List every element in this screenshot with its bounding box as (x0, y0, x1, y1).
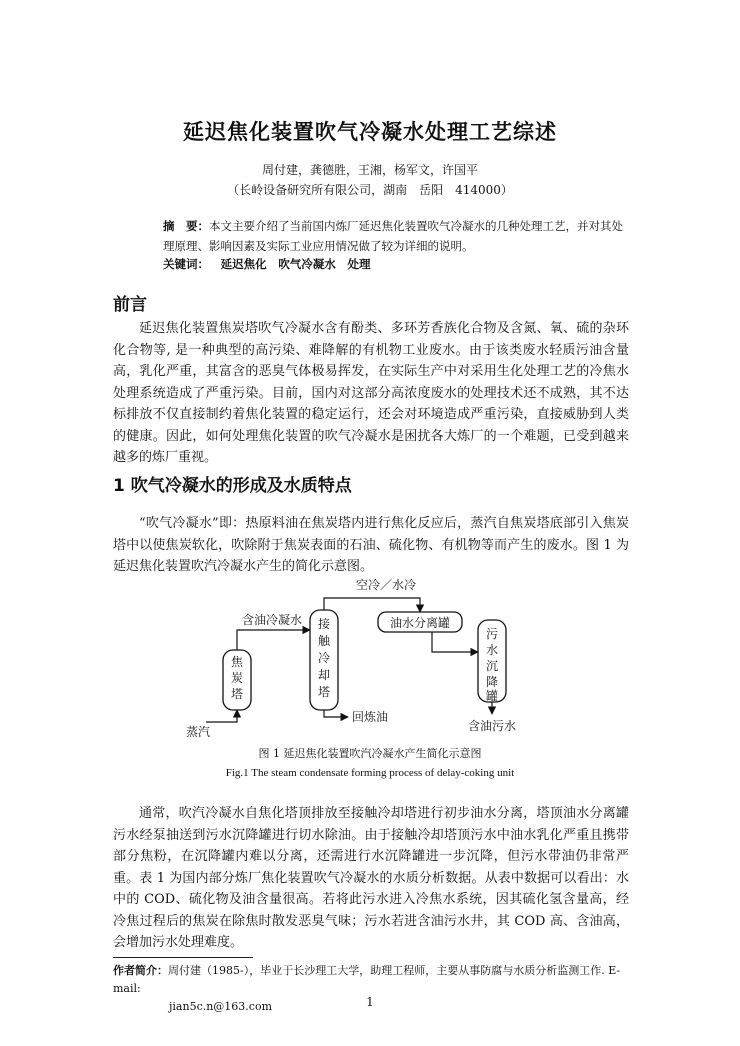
section-heading-1: 1 吹气冷凝水的形成及水质特点 (113, 476, 352, 496)
footnote-label: 作者简介： (113, 964, 168, 977)
separator-label: 油水分离罐 (389, 616, 451, 630)
settling-tank-label-char: 罐 (485, 689, 499, 703)
air-water-cooling-label: 空冷／水冷 (355, 578, 417, 592)
body-paragraph: 延迟焦化装置焦炭塔吹气冷凝水含有酚类、多环芳香族化合物及含氮、氧、硫的杂环化合物等, 是一种典型的高污染、难降解的有机物工业废水。由于该类废水轻质污油含量高，乳化严重，其富含的恶臭气体极易挥发，在实际生产中对采用生化处理工艺的冷焦水处理系统造成了严重污染。目前，国内对这部分高浓度废水的处理技术还不成熟，其不达标排放不仅直接制约着焦化装置的稳定运行，还会对环境造成严重污染，直接威胁到人类的健康。因此，如何处理焦化装置的吹气冷凝水是困扰各大炼厂的一个难题，已受到越来越多的炼厂重视。 (113, 321, 629, 465)
flow-line-to-settler (432, 632, 478, 652)
coke-drum-label-char: 塔 (230, 687, 244, 701)
keywords-label: 关键词： (163, 257, 209, 271)
settling-tank-label-char: 沉 (485, 659, 499, 673)
process-flow-diagram (170, 572, 570, 744)
footnote-divider (113, 957, 253, 958)
coke-drum-label-char: 炭 (230, 671, 244, 685)
body-paragraph: 通常，吹汽冷凝水自焦化塔顶排放至接触冷却塔进行初步油水分离，塔顶油水分离罐污水经泵抽送到污水沉降罐进行切水除油。由于接触冷却塔顶污水中油水乳化严重且携带部分焦粉，在沉降罐内难以分离，还需进行水沉降罐进一步沉降，但污水带油仍非常严重。表 1 为国内部分炼厂焦化装置吹气冷凝水的水质分析数据。从表中数据可以看出：水中的 COD、硫化物及油含量很高。若将此污水进入冷焦水系统，因其硫化氢含量高，经冷焦过程后的焦炭在除焦时散发恶臭气味；污水若进含油污水井，其 COD 高、含油高，会增加污水处理难度。 (113, 806, 629, 950)
author-email: jian5c.n@163.com (169, 1000, 273, 1013)
affiliation: （长岭设备研究所有限公司，湖南 岳阳 414000） (227, 183, 513, 197)
settling-tank-label-char: 降 (485, 675, 499, 689)
return-oil-label: 回炼油 (352, 710, 389, 724)
contact-cooler-label-char: 冷 (317, 651, 331, 665)
coke-drum-label: 焦 (230, 655, 244, 669)
oily-wastewater-label: 含油污水 (467, 719, 517, 733)
section-heading-intro: 前言 (113, 295, 147, 315)
figure-caption-en: Fig.1 The steam condensate forming process of delay-coking unit (225, 767, 515, 779)
figure-caption-cn: 图 1 延迟焦化装置吹汽冷凝水产生简化示意图 (258, 747, 482, 760)
footnote-text: 周付建（1985-），毕业于长沙理工大学，助理工程师，主要从事防腐与水质分析监测工作. E-mail: (113, 964, 621, 995)
contact-cooler-label-char: 触 (317, 634, 331, 648)
settling-tank-label-char: 污 (485, 627, 499, 641)
contact-cooler-label-char: 塔 (317, 685, 331, 699)
steam-label: 蒸汽 (186, 725, 211, 739)
paper-title: 延迟焦化装置吹气冷凝水处理工艺综述 (183, 119, 557, 144)
abstract-text: 本文主要介绍了当前国内炼厂延迟焦化装置吹气冷凝水的几种处理工艺，并对其处理原理、影响因素及实际工业应用情况做了较为详细的说明。 (163, 219, 623, 253)
contact-cooler-label-char: 却 (317, 668, 331, 682)
oily-condensate-label: 含油冷凝水 (242, 613, 303, 627)
keyword: 延迟焦化 (220, 257, 267, 271)
flow-line-overhead (324, 598, 420, 612)
keyword: 处理 (347, 257, 371, 271)
flow-line-return-oil (324, 710, 348, 717)
flow-line-steam (206, 710, 237, 722)
abstract (163, 216, 633, 256)
author-list: 周付建，龚德胜，王湘，杨军文，许国平 (261, 163, 478, 177)
keyword: 吹气冷凝水 (278, 257, 336, 271)
keywords (163, 256, 370, 272)
flow-line-condensate (237, 630, 310, 650)
body-paragraph: “吹气冷凝水”即：热原料油在焦炭塔内进行焦化反应后，蒸汽自焦炭塔底部引入焦炭塔中以使焦炭软化，吹除附于焦炭表面的石油、硫化物、有机物等而产生的废水。图 1 为延迟焦化装置吹汽冷凝水产生的简化示意图。 (113, 516, 629, 574)
page-number: 1 (366, 995, 374, 1009)
abstract-label: 摘 要： (163, 219, 209, 233)
settling-tank-label-char: 水 (485, 643, 499, 657)
contact-cooler-label-char: 接 (317, 617, 331, 631)
